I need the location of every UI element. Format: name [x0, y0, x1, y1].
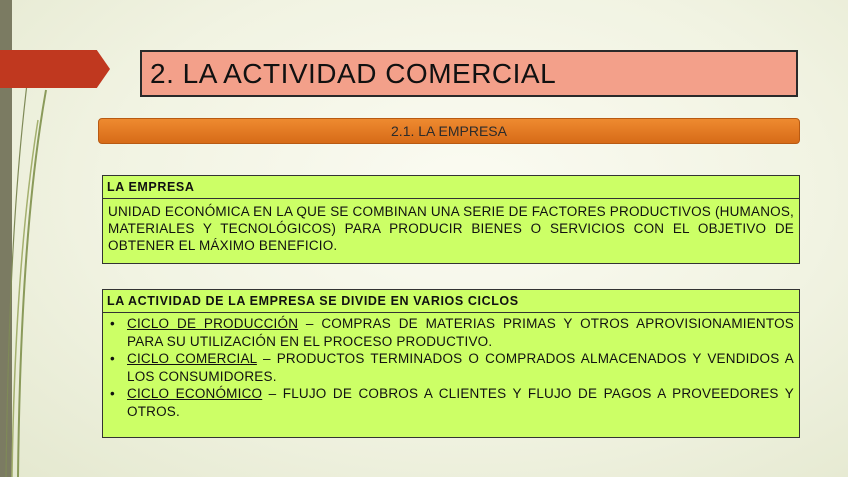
definition-text: UNIDAD ECONÓMICA EN LA QUE SE COMBINAN UNA SERIE DE FACTORES PRODUCTIVOS (HUMANOS, MATERIALES Y TECNOLÓGICOS) PARA PRODUCIR BIENES O SERVICIOS CON EL OBJETIVO DE OBTENER EL MÁXIMO BENEFICIO.	[108, 204, 795, 253]
bullet-icon: •	[110, 386, 115, 401]
cycle-description: – COMPRAS DE MATERIAS PRIMAS Y OTROS APROVISIONAMIENTOS PARA SU UTILIZACIÓN EN EL PROCESO PRODUCTIVO.	[127, 316, 794, 349]
definition-box	[102, 175, 800, 264]
cycle-description: – PRODUCTOS TERMINADOS O COMPRADOS ALMACENADOS Y VENDIDOS A LOS CONSUMIDORES.	[127, 351, 794, 384]
title-arrow-shape	[0, 50, 110, 88]
cycles-list	[103, 313, 799, 420]
list-item	[108, 350, 794, 385]
slide-title-box	[140, 50, 798, 97]
list-item	[108, 315, 794, 350]
cycles-box	[102, 289, 800, 438]
slide-title: 2. LA ACTIVIDAD COMERCIAL	[150, 58, 557, 89]
cycle-term: CICLO COMERCIAL	[127, 351, 257, 366]
cycle-term: CICLO ECONÓMICO	[127, 386, 263, 401]
list-item	[108, 385, 794, 420]
cycle-term: CICLO DE PRODUCCIÓN	[127, 316, 299, 331]
definition-heading: LA EMPRESA	[103, 176, 799, 199]
cycle-description: – FLUJO DE COBROS A CLIENTES Y FLUJO DE PAGOS A PROVEEDORES Y OTROS.	[127, 386, 794, 419]
bullet-icon: •	[110, 351, 115, 366]
section-subtitle: 2.1. LA EMPRESA	[98, 118, 800, 144]
grass-decoration	[0, 60, 70, 477]
cycles-heading: LA ACTIVIDAD DE LA EMPRESA SE DIVIDE EN VARIOS CICLOS	[103, 290, 799, 313]
bullet-icon: •	[110, 316, 115, 331]
